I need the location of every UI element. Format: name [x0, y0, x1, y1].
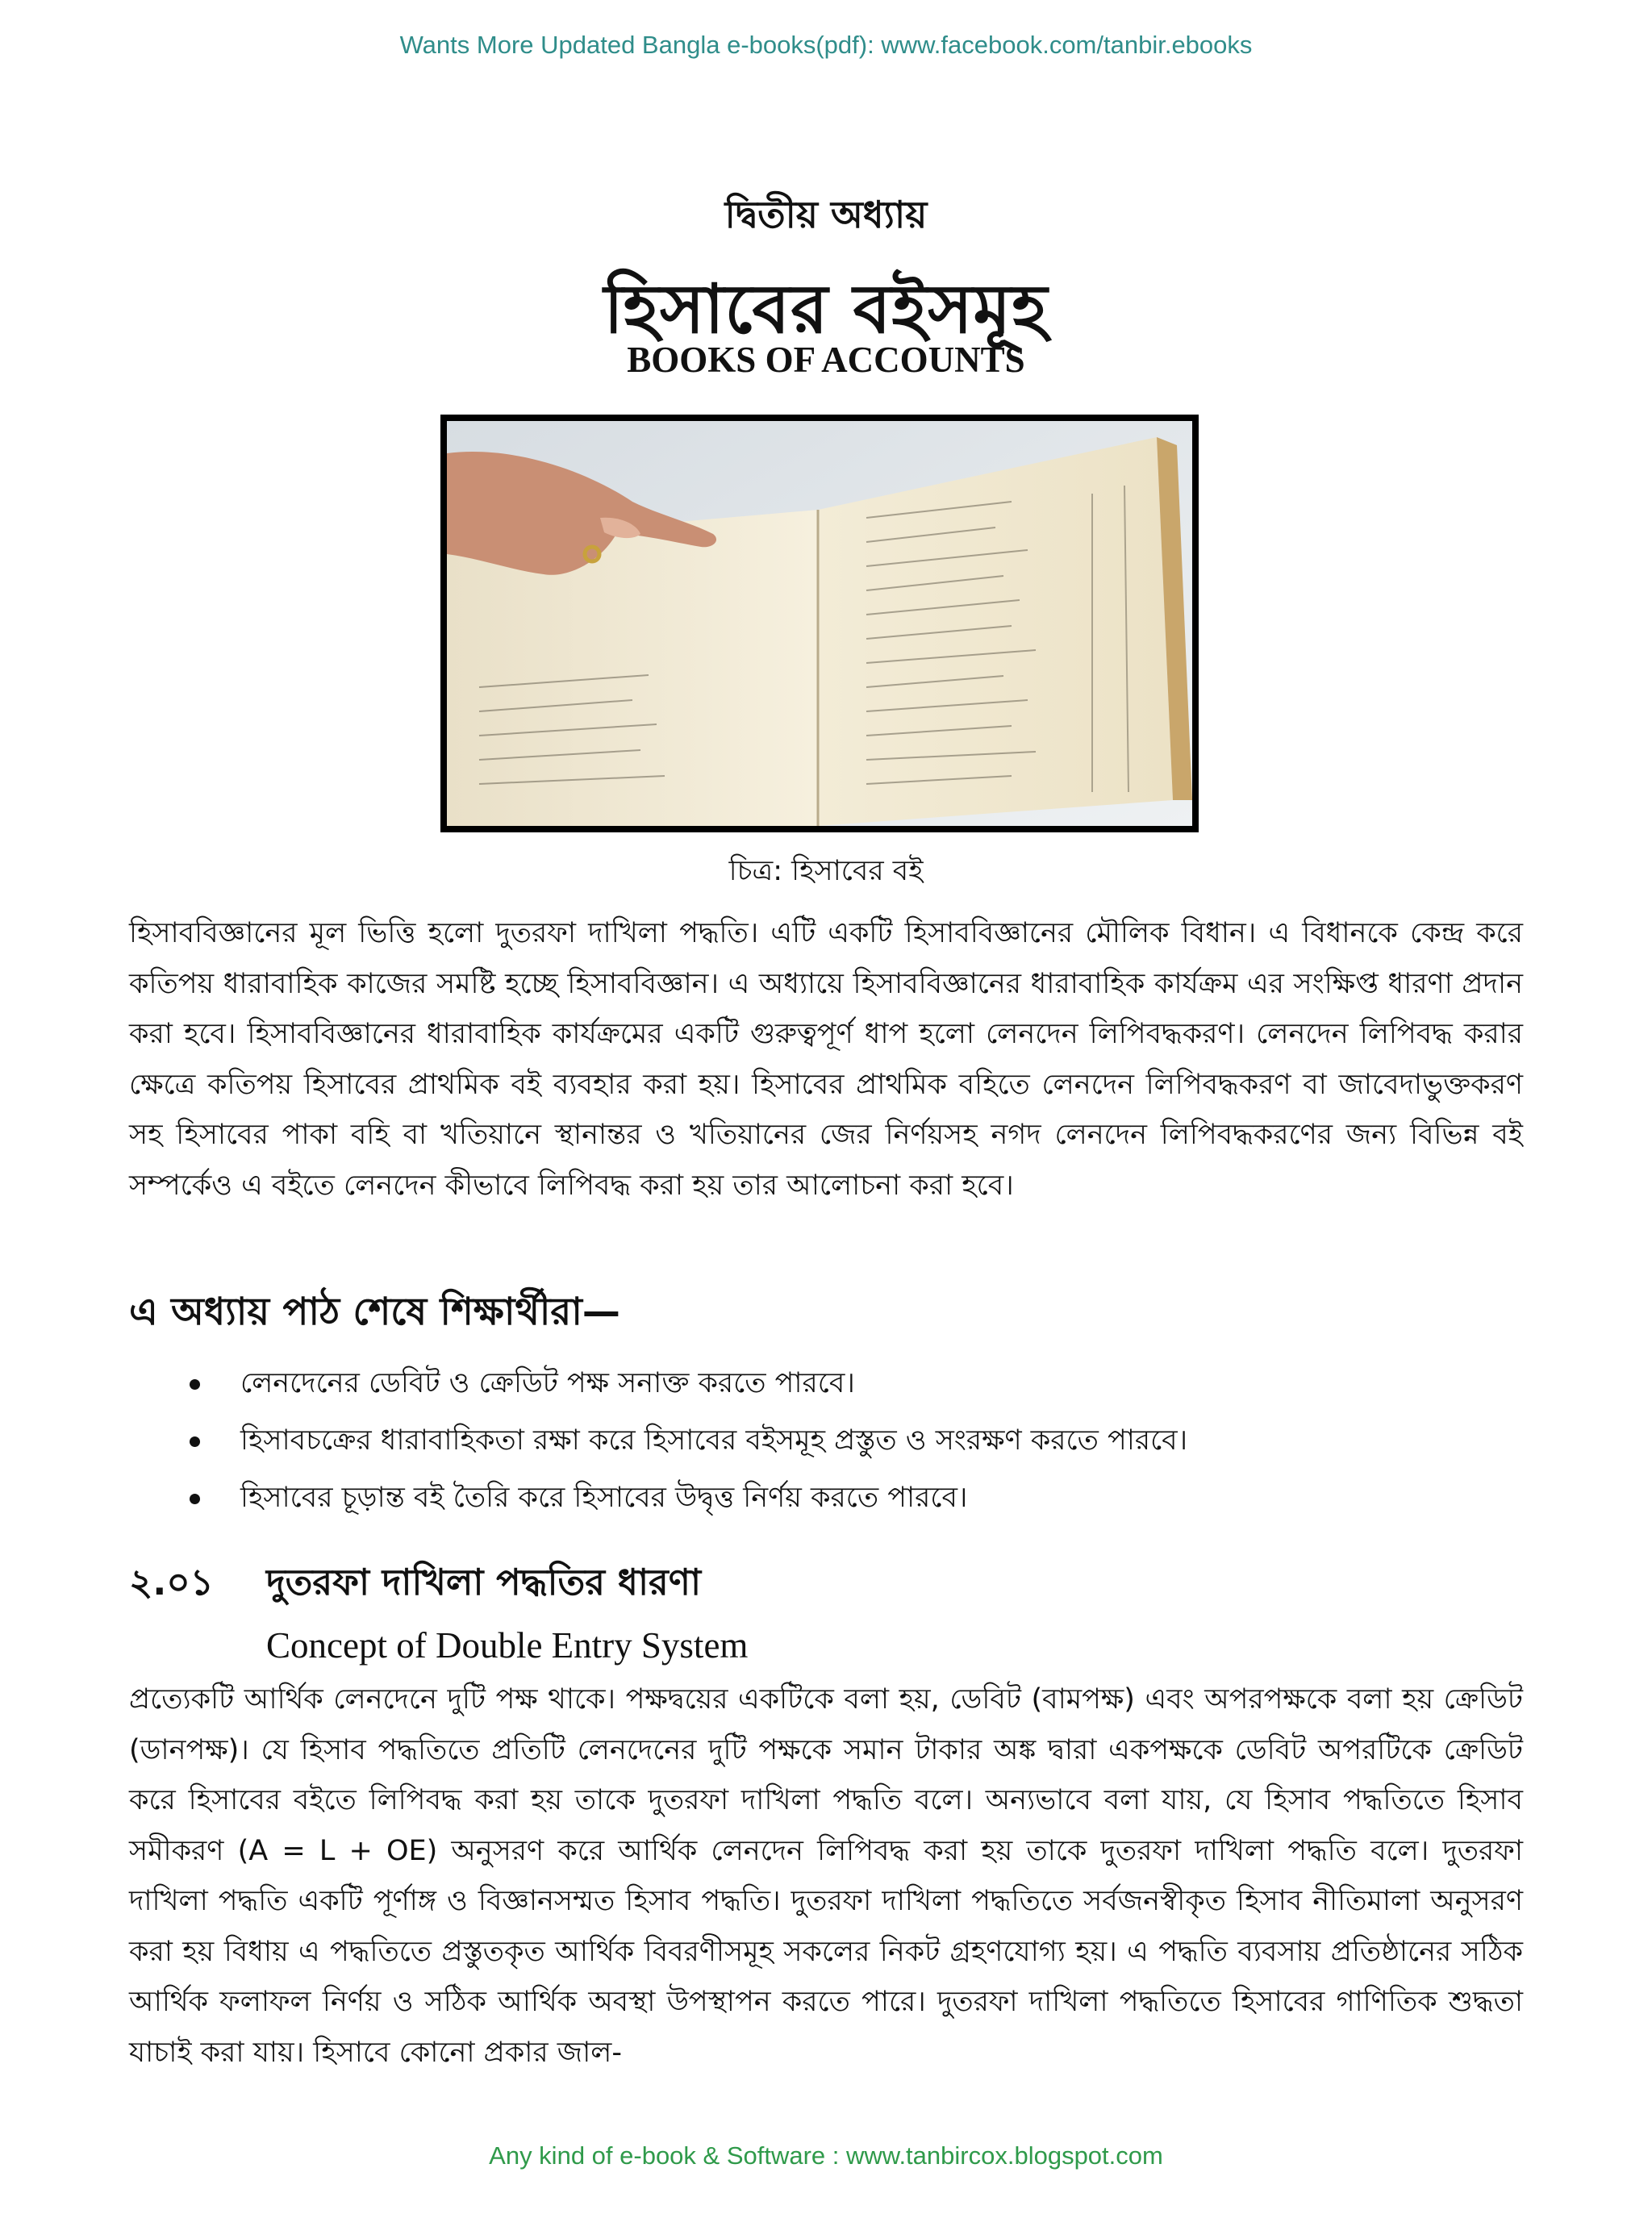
- objective-text: লেনদেনের ডেবিট ও ক্রেডিট পক্ষ সনাক্ত করতে পারবে।: [240, 1367, 855, 1399]
- section-title: দুতরফা দাখিলা পদ্ধতির ধারণা: [266, 1561, 702, 1603]
- chapter-subtitle: BOOKS OF ACCOUNTS: [627, 340, 1025, 380]
- figure-caption: চিত্র: হিসাবের বই: [728, 855, 924, 887]
- objectives-heading: এ অধ্যায় পাঠ শেষে শিক্ষার্থীরা—: [129, 1290, 620, 1334]
- chapter-number: দ্বিতীয় অধ্যায়: [724, 193, 928, 236]
- objectives-list: [186, 1363, 1516, 1535]
- objective-text: হিসাবের চূড়ান্ত বই তৈরি করে হিসাবের উদ্বৃত্ত নির্ণয় করতে পারবে।: [240, 1482, 968, 1514]
- ledger-book-photo: [440, 415, 1199, 832]
- bullet-icon: [190, 1494, 200, 1504]
- section-paragraph: প্রত্যেকটি আর্থিক লেনদেনে দুটি পক্ষ থাকে। পক্ষদ্বয়ের একটিকে বলা হয়, ডেবিট (বামপক্ষ) এবং অপরপক্ষকে বলা হয় ক্রেডিট (ডানপক্ষ)। যে হিসাব পদ্ধতিতে প্রতিটি লেনদেনের দুটি পক্ষকে সমান টাকার অঙ্ক দ্বারা একপক্ষকে ডেবিট অপরটিকে ক্রেডিট করে হিসাবের বইতে লিপিবদ্ধ করা হয় তাকে দুতরফা দাখিলা পদ্ধতি বলে। অন্যভাবে বলা যায়, যে হিসাব পদ্ধতিতে হিসাব সমীকরণ (A = L + OE) অনুসরণ করে আর্থিক লেনদেন লিপিবদ্ধ করা হয় তাকে দুতরফা দাখিলা পদ্ধতি বলে। দুতরফা দাখিলা পদ্ধতি একটি পূর্ণাঙ্গ ও বিজ্ঞানসম্মত হিসাব পদ্ধতি। দুতরফা দাখিলা পদ্ধতিতে সর্বজনস্বীকৃত হিসাব নীতিমালা অনুসরণ করা হয় বিধায় এ পদ্ধতিতে প্রস্তুতকৃত আর্থিক বিবরণীসমূহ সকলের নিকট গ্রহণযোগ্য হয়। এ পদ্ধতি ব্যবসায় প্রতিষ্ঠানের সঠিক আর্থিক ফলাফল নির্ণয় ও সঠিক আর্থিক অবস্থা উপস্থাপন করতে পারে। দুতরফা দাখিলা পদ্ধতিতে হিসাবের গাণিতিক শুদ্ধতা যাচাই করা যায়। হিসাবে কোনো প্রকার জাল-: [129, 1683, 1523, 2069]
- ledger-book-illustration: [447, 421, 1192, 826]
- section-number: ২.০১: [129, 1561, 214, 1603]
- chapter-title: হিসাবের বইসমূহ: [603, 269, 1049, 348]
- list-item: [186, 1478, 1516, 1535]
- objective-text: হিসাবচক্রের ধারাবাহিকতা রক্ষা করে হিসাবের বইসমূহ প্রস্তুত ও সংরক্ষণ করতে পারবে।: [240, 1424, 1188, 1457]
- bottom-banner: Any kind of e-book & Software : www.tanbircox.blogspot.com: [489, 2141, 1163, 2170]
- top-banner: Wants More Updated Bangla e-books(pdf): www.facebook.com/tanbir.ebooks: [399, 31, 1253, 59]
- bullet-icon: [190, 1379, 200, 1390]
- list-item: [186, 1420, 1516, 1478]
- intro-paragraph: হিসাববিজ্ঞানের মূল ভিত্তি হলো দুতরফা দাখিলা পদ্ধতি। এটি একটি হিসাববিজ্ঞানের মৌলিক বিধান। এ বিধানকে কেন্দ্র করে কতিপয় ধারাবাহিক কাজের সমষ্টি হচ্ছে হিসাববিজ্ঞান। এ অধ্যায়ে হিসাববিজ্ঞানের ধারাবাহিক কার্যক্রম এর সংক্ষিপ্ত ধারণা প্রদান করা হবে। হিসাববিজ্ঞানের ধারাবাহিক কার্যক্রমের একটি গুরুত্বপূর্ণ ধাপ হলো লেনদেন লিপিবদ্ধকরণ। লেনদেন লিপিবদ্ধ করার ক্ষেত্রে কতিপয় হিসাবের প্রাথমিক বই ব্যবহার করা হয়। হিসাবের প্রাথমিক বহিতে লেনদেন লিপিবদ্ধকরণ বা জাবেদাভুক্তকরণ সহ হিসাবের পাকা বহি বা খতিয়ানে স্থানান্তর ও খতিয়ানের জের নির্ণয়সহ নগদ লেনদেন লিপিবদ্ধকরণের জন্য বিভিন্ন বই সম্পর্কেও এ বইতে লেনদেন কীভাবে লিপিবদ্ধ করা হয় তার আলোচনা করা হবে।: [129, 917, 1523, 1202]
- bullet-icon: [190, 1436, 200, 1447]
- list-item: [186, 1363, 1516, 1420]
- section-title-english: Concept of Double Entry System: [266, 1625, 749, 1666]
